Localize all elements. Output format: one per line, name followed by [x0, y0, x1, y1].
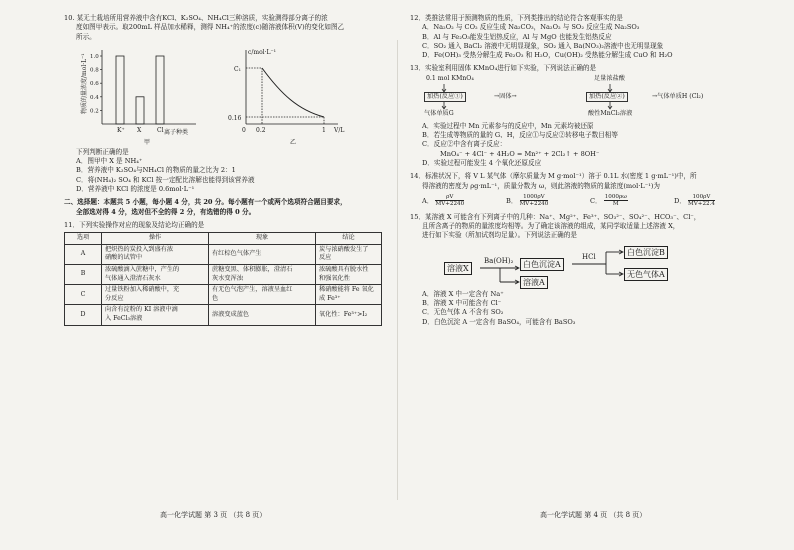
q10-stem-2: 度如图甲表示。取200mL 样品加水稀释，测得 NH₄⁺的浓度(c)随溶液体积(V)的变化如图乙: [76, 23, 345, 32]
jia-y-ticks: [90, 54, 102, 114]
table-row: [65, 265, 382, 285]
q12-option-b: B．Al 与 Fe₂O₃能发生铝热反应，Al 与 MgO 也能发生铝热反应: [422, 32, 612, 41]
q13-option-a: A．实验过程中 Mn 元素参与的反应中，Mn 元素均被还原: [422, 121, 594, 130]
q10-stem-3: 所示。: [76, 32, 96, 41]
yi-caption: 乙: [290, 138, 297, 146]
footer-left: 高一化学试题 第 3 页 （共 8 页）: [160, 511, 267, 519]
q11-row-d-phenomenon: 溶液变成蓝色: [209, 305, 316, 325]
q14-option-d: D． $\frac{100\rho V}{MV+22.4}$: [674, 193, 715, 208]
q14-stem-1: 14．标准状况下，将 V L 某气体（摩尔质量为 M g·mol⁻¹）溶于 0.1L 水(密度 1 g·mL⁻¹)中，所: [410, 172, 697, 181]
table-row: [65, 285, 382, 305]
q11-stem: 11．下列实验操作对应的现象及结论均正确的是: [64, 220, 205, 229]
q14-options: [410, 193, 760, 209]
q13-option-d: D．实验过程可能发生 4 个氧化还原反应: [422, 158, 542, 167]
flow-conc-hcl: 足量浓盐酸: [594, 74, 625, 82]
flow-kmno4: 0.1 mol KMnO₄: [426, 74, 474, 82]
footer-right: 高一化学试题 第 4 页 （共 8 页）: [540, 511, 647, 519]
q11-row-b-operation: 浓硫酸滴入蔗糖中，产生的 气体通入澄清石灰水: [102, 265, 209, 285]
q14-option-a: A． $\frac{\rho V}{MV+2240}$: [422, 193, 465, 208]
yi-016: 0.16: [228, 114, 242, 122]
q11-row-c-option: C: [65, 285, 102, 305]
q12-option-a: A．Na₂O₂ 与 CO₂ 反应生成 Na₂CO₃，Na₂O₂ 与 SO₂ 反应生成 Na₂SO₃: [422, 23, 640, 32]
q13-option-c: C．反应②中含有离子反应：: [422, 140, 507, 149]
q13-option-c-equation: MnO₄⁻ + 4Cl⁻ + 4H₂O = Mn²⁺ + 2Cl₂↑ + 8OH⁻: [440, 149, 600, 158]
flow-solid: →固体→: [494, 92, 517, 100]
flow-heat-1: 加热(反应①): [424, 92, 466, 102]
q12-option-c: C．SO₂ 通入 BaCl₂ 溶液中无明显现象，SO₂ 通入 Ba(NO₃)₂溶液中也无明显现象: [422, 41, 664, 50]
q15-option-b: B．溶液 X 中可能含有 Cl⁻: [422, 299, 502, 308]
q11-table: [64, 232, 382, 325]
q10-stem-1: 10. 某无土栽培所用营养液中含有KCl、K₂SO₄、NH₄Cl三种溶质，实验测得部分离子的浓: [64, 14, 328, 22]
q11-row-d-option: D: [65, 305, 102, 325]
q12-option-d: D．Fe(OH)₃ 受热分解生成 Fe₂O₃ 和 H₂O，Cu(OH)₂ 受热能分解生成 CuO 和 H₂O: [422, 51, 673, 60]
jia-ytick-label: 0.4: [90, 94, 99, 101]
yi-xlabel: V/L: [334, 126, 345, 134]
jia-categories: [117, 127, 164, 134]
jia-xlabel: 离子种类: [164, 128, 189, 136]
yi-ylabel-text: c/mol·L⁻¹: [248, 48, 277, 56]
chart-yi: [228, 49, 344, 146]
scheme-ppt-b: 白色沉淀B: [624, 246, 668, 259]
jia-bar: [116, 56, 124, 124]
q11-row-c-phenomenon: 有无色气泡产生，溶液呈血红 色: [209, 285, 316, 305]
jia-ylabel: 物质的量浓度/mol·L⁻¹: [81, 53, 88, 114]
q15-option-a: A．溶液 X 中一定含有 Na⁺: [422, 289, 504, 298]
jia-ytick-label: 0.6: [90, 81, 99, 88]
q15-option-d: D．白色沉淀 A 一定含有 BaSO₄，可能含有 BaSO₃: [422, 317, 576, 326]
q11-row-d-operation: 向含有淀粉的 KI 溶液中滴 入 FeCl₃溶液: [102, 305, 209, 325]
section-2-line-2: 全部选对得 4 分，选对但不全的得 2 分，有选错的得 0 分。: [76, 207, 256, 216]
jia-category-label: Cl: [157, 126, 164, 134]
scheme-gas-a: 无色气体A: [624, 268, 668, 281]
q13-flowchart: [410, 74, 760, 122]
q15-scheme: [410, 244, 760, 290]
q11-row-c-conclusion: 稀硝酸能将 Fe 氧化 成 Fe³⁺: [316, 285, 382, 305]
q12-stem: 12．类推法常用于预测物质的性质，下列类推出的结论符合客观事实的是: [410, 14, 623, 22]
q15-stem-2: 且所含离子的物质的量浓度均相等。为了确定该溶液的组成，某同学取适量上述溶液 X，: [422, 222, 680, 231]
yi-tick-1: 1: [322, 126, 326, 134]
question-10: [64, 14, 382, 194]
q15-stem-1: 15．某溶液 X 可能含有下列离子中的几种：Na⁺、Mg²⁺、Fe³⁺、SO₃²⁻、SO₄²⁻、HCO₃⁻、Cl⁻，: [410, 212, 701, 221]
q10-prompt: 下列判断正确的是: [76, 147, 129, 156]
jia-ytick-label: 1.0: [90, 53, 99, 60]
jia-caption: 甲: [144, 138, 151, 146]
q10-option-a: A．图甲中 X 是 NH₄⁺: [76, 157, 143, 166]
jia-bar: [136, 97, 144, 124]
q11-row-a-phenomenon: 有红棕色气体产生: [209, 244, 316, 264]
yi-tick-02: 0.2: [256, 126, 266, 134]
question-15: [410, 213, 760, 327]
page-divider: [397, 40, 398, 500]
flow-gas-h: →气体单质H (Cl₂): [652, 92, 704, 100]
left-page: [64, 14, 382, 326]
question-13: [410, 64, 760, 168]
q11-row-d-conclusion: 氧化性：Fe³⁺>I₂: [316, 305, 382, 325]
q14-option-b: B． $\frac{1000\rho V}{MV+2240}$: [506, 193, 549, 208]
question-11: [64, 221, 382, 326]
question-14: [410, 172, 760, 209]
yi-curve: [262, 68, 324, 117]
q15-option-c: C．无色气体 A 不含有 SO₂: [422, 308, 504, 317]
q11-row-a-operation: 把炽热的炭投入到盛有浓 硝酸的试管中: [102, 244, 209, 264]
section-2-line-1: 二、选择题：本题共 5 小题，每小题 4 分，共 20 分。每小题有一个或两个选项符合题目要求，: [64, 198, 347, 207]
flow-mncl2: 酸性MnCl₂溶液: [588, 109, 633, 117]
q14-stem-2: 得溶液的密度为 ρg·mL⁻¹，质量分数为 ω，则此溶液的物质的量浓度(mol·L⁻¹)为: [422, 181, 661, 190]
q11-col-phenomenon: 现象: [209, 233, 316, 245]
q10-option-d: D．营养液中 KCl 的浓度是 0.6mol·L⁻¹: [76, 185, 195, 194]
scheme-baoh2: Ba(OH)₂: [484, 256, 514, 265]
jia-ytick-label: 0.2: [90, 108, 99, 115]
q11-table-header: [65, 233, 382, 245]
yi-tick-0: 0: [242, 126, 246, 134]
q11-row-b-option: B: [65, 265, 102, 285]
jia-ytick-label: 0.8: [90, 67, 99, 74]
q14-option-c: C． $\frac{1000\rho\omega}{M}$: [590, 193, 627, 208]
q10-figures: [64, 46, 382, 148]
chart-jia: [80, 50, 196, 146]
jia-bar: [156, 56, 164, 124]
q15-stem-3: 进行如下实验（所加试剂均足量）。下列说法正确的是: [422, 231, 577, 240]
jia-category-label: X: [137, 126, 142, 134]
q11-col-operation: 操作: [102, 233, 209, 245]
figure-jia-yi: [76, 46, 376, 148]
q13-option-b: B．若生成等物质的量的 G、H，反应①与反应②转移电子数目相等: [422, 131, 618, 140]
scheme-ppt-a: 白色沉淀A: [520, 258, 564, 271]
section-2-header: [64, 198, 382, 217]
scheme-solution-x: 溶液X: [444, 262, 472, 275]
q10-option-b: B．营养液中 K₂SO₄与NH₄Cl 的物质的量之比为 2：1: [76, 166, 236, 175]
yi-c1: C₁: [234, 65, 241, 73]
jia-bars: [116, 56, 164, 124]
scheme-hcl: HCl: [582, 252, 596, 261]
q13-stem: 13．实验室利用固体 KMnO₄进行如下实验，下列说法正确的是: [410, 64, 597, 73]
q11-row-b-conclusion: 浓硫酸具有脱水性 和强氧化性: [316, 265, 382, 285]
q10-option-c: C．将(NH₄)₂ SO₄ 和 KCl 按一定配比溶解也能得到该营养液: [76, 175, 255, 184]
jia-category-label: K⁺: [117, 126, 125, 134]
q11-row-a-conclusion: 炭与浓硝酸发生了 反应: [316, 244, 382, 264]
q11-col-conclusion: 结论: [316, 233, 382, 245]
table-row: [65, 244, 382, 264]
flow-gas-g: 气体单质G: [424, 109, 454, 117]
question-12: [410, 14, 760, 60]
q11-row-c-operation: 过量铁粉加入稀硝酸中，充 分反应: [102, 285, 209, 305]
right-page: [410, 14, 760, 327]
q11-row-a-option: A: [65, 244, 102, 264]
flow-heat-2: 加热(反应②): [586, 92, 628, 102]
q11-row-b-phenomenon: 蔗糖变黑、体积膨胀，澄清石 灰水变浑浊: [209, 265, 316, 285]
table-row: [65, 305, 382, 325]
scheme-solution-a: 溶液A: [520, 276, 548, 289]
q11-col-option: 选项: [65, 233, 102, 245]
